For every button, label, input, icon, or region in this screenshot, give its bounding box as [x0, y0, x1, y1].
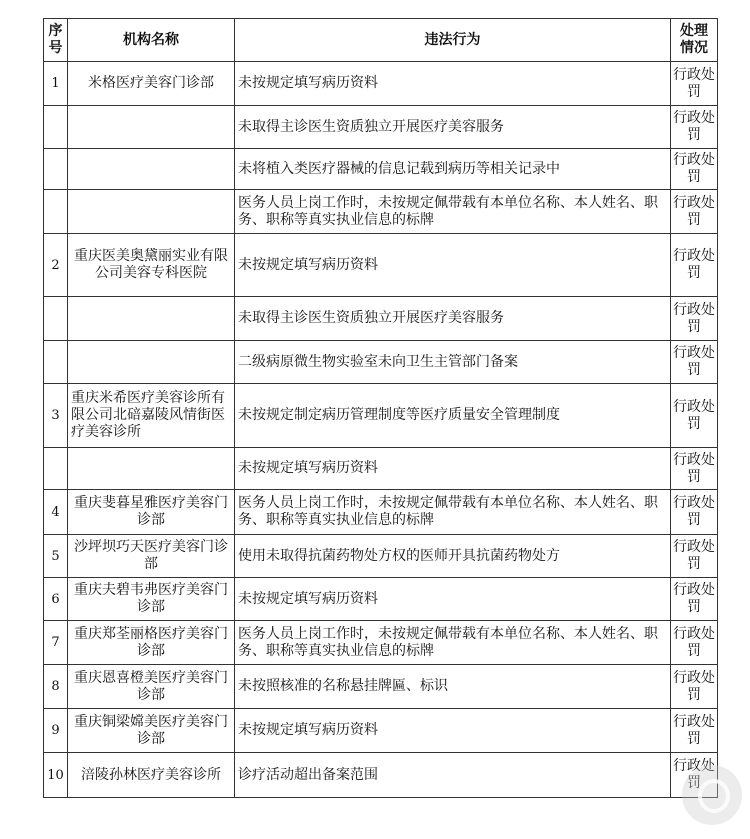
- row-org: 涪陵孙林医疗美容诊所: [68, 753, 235, 798]
- row-behavior: 未按规定填写病历资料: [235, 62, 671, 106]
- row-org: [68, 448, 235, 490]
- row-org: 重庆医美奥黛丽实业有限公司美容专科医院: [68, 234, 235, 297]
- row-org: [68, 190, 235, 234]
- row-num: 4: [44, 490, 68, 535]
- table-row: [44, 753, 718, 798]
- row-num: [44, 106, 68, 149]
- watermark-logo-icon: [682, 765, 742, 825]
- row-behavior: 未按规定制定病历管理制度等医疗质量安全管理制度: [235, 384, 671, 448]
- row-behavior: 未按照核准的名称悬挂牌匾、标识: [235, 665, 671, 709]
- row-behavior: 诊疗活动超出备案范围: [235, 753, 671, 798]
- row-org: 重庆夫碧韦弗医疗美容门诊部: [68, 578, 235, 621]
- row-org: 重庆恩喜橙美医疗美容门诊部: [68, 665, 235, 709]
- row-org: [68, 106, 235, 149]
- row-behavior: 医务人员上岗工作时，未按规定佩带载有本单位名称、本人姓名、职务、职称等真实执业信息的标牌: [235, 621, 671, 665]
- table-header-row: [44, 19, 718, 62]
- row-behavior: 未按规定填写病历资料: [235, 448, 671, 490]
- table-row: [44, 578, 718, 621]
- table-row: [44, 384, 718, 448]
- row-org: [68, 297, 235, 341]
- table-row: [44, 297, 718, 341]
- table-row: [44, 448, 718, 490]
- row-result: 行政处罚: [671, 578, 718, 621]
- row-result: 行政处罚: [671, 621, 718, 665]
- row-num: [44, 149, 68, 190]
- table-row: [44, 106, 718, 149]
- row-behavior: 医务人员上岗工作时，未按规定佩带载有本单位名称、本人姓名、职务、职称等真实执业信息的标牌: [235, 190, 671, 234]
- row-num: [44, 190, 68, 234]
- row-behavior: 未按规定填写病历资料: [235, 709, 671, 753]
- row-behavior: 使用未取得抗菌药物处方权的医师开具抗菌药物处方: [235, 535, 671, 578]
- row-org: 重庆铜梁嫦美医疗美容门诊部: [68, 709, 235, 753]
- header-org: 机构名称: [68, 19, 235, 62]
- table-row: [44, 149, 718, 190]
- header-result: 处理情况: [671, 19, 718, 62]
- row-result: 行政处罚: [671, 665, 718, 709]
- row-org: [68, 341, 235, 384]
- row-num: 3: [44, 384, 68, 448]
- row-behavior: 医务人员上岗工作时，未按规定佩带载有本单位名称、本人姓名、职务、职称等真实执业信息的标牌: [235, 490, 671, 535]
- row-num: 10: [44, 753, 68, 798]
- table-row: [44, 62, 718, 106]
- table-row: [44, 621, 718, 665]
- row-result: 行政处罚: [671, 384, 718, 448]
- penalty-table: [43, 18, 718, 798]
- row-result: 行政处罚: [671, 341, 718, 384]
- table-row: [44, 535, 718, 578]
- row-num: 9: [44, 709, 68, 753]
- row-result: 行政处罚: [671, 297, 718, 341]
- table-row: [44, 490, 718, 535]
- row-behavior: 未按规定填写病历资料: [235, 234, 671, 297]
- table-row: [44, 709, 718, 753]
- row-result: 行政处罚: [671, 709, 718, 753]
- row-num: 1: [44, 62, 68, 106]
- row-result: 行政处罚: [671, 62, 718, 106]
- row-behavior: 二级病原微生物实验室未向卫生主管部门备案: [235, 341, 671, 384]
- table-row: [44, 341, 718, 384]
- row-behavior: 未将植入类医疗器械的信息记载到病历等相关记录中: [235, 149, 671, 190]
- row-num: 8: [44, 665, 68, 709]
- row-num: [44, 341, 68, 384]
- penalty-table-wrapper: [43, 18, 718, 798]
- table-row: [44, 665, 718, 709]
- row-num: 6: [44, 578, 68, 621]
- row-num: 2: [44, 234, 68, 297]
- row-result: 行政处罚: [671, 535, 718, 578]
- row-num: 5: [44, 535, 68, 578]
- row-num: [44, 448, 68, 490]
- row-org: 沙坪坝巧天医疗美容门诊部: [68, 535, 235, 578]
- row-org: 重庆米希医疗美容诊所有限公司北碚嘉陵风情街医疗美容诊所: [68, 384, 235, 448]
- header-behavior: 违法行为: [235, 19, 671, 62]
- row-result: 行政处罚: [671, 106, 718, 149]
- table-row: [44, 234, 718, 297]
- row-num: 7: [44, 621, 68, 665]
- row-behavior: 未取得主诊医生资质独立开展医疗美容服务: [235, 106, 671, 149]
- row-behavior: 未按规定填写病历资料: [235, 578, 671, 621]
- row-result: 行政处罚: [671, 753, 718, 798]
- row-result: 行政处罚: [671, 190, 718, 234]
- row-org: 重庆郑荃丽格医疗美容门诊部: [68, 621, 235, 665]
- table-row: [44, 190, 718, 234]
- row-org: [68, 149, 235, 190]
- row-result: 行政处罚: [671, 490, 718, 535]
- row-org: 重庆斐暮星雅医疗美容门诊部: [68, 490, 235, 535]
- row-org: 米格医疗美容门诊部: [68, 62, 235, 106]
- row-num: [44, 297, 68, 341]
- row-result: 行政处罚: [671, 234, 718, 297]
- row-result: 行政处罚: [671, 149, 718, 190]
- row-result: 行政处罚: [671, 448, 718, 490]
- header-num: 序号: [44, 19, 68, 62]
- row-behavior: 未取得主诊医生资质独立开展医疗美容服务: [235, 297, 671, 341]
